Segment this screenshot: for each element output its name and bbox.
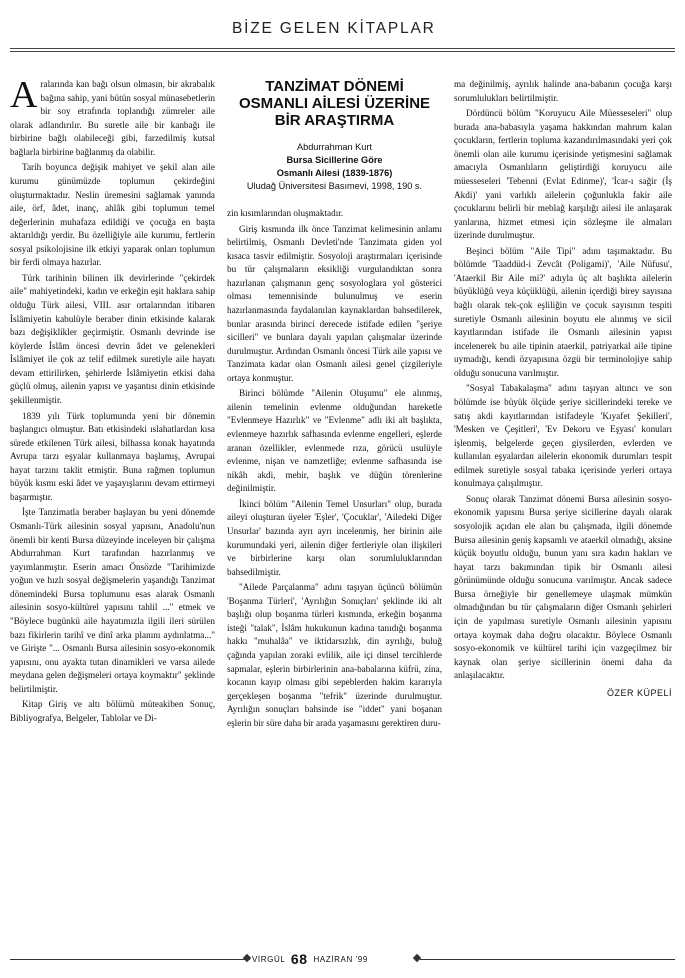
paragraph: Giriş kısmında ilk önce Tanzimat kelimesinin anlamı belirtilmiş, Osmanlı Devleti'nde Tanzimata giden yol kısaca tasvir edilmiştir. Sosyoloji araştırmaları içerisinde bu tür çalışmaların eksikliği vurgulandıktan sonra hazırlanan çalışmanın genç sosyologlara yol gösterici olması temennisinde bulunulmuş ve eserin hazırlanmasında faydalanılan kaynaklardan bahsedilerek, bunlar arasında birinci derecede istifade edilen "şeriye sicilleri" ve bunlara dayalı yapılan çalışmalar üzerinde durulmuştur. Ardından Osmanlı öncesi Türk aile yapısı ve Tanzimata kadar olan Osmanlı ailesi genel çizgileriyle ortaya konmuştur. — [227, 223, 442, 383]
paragraph: zin kısımlarından oluşmaktadır. — [227, 208, 344, 218]
paragraph: "Ailede Parçalanma" adını taşıyan üçüncü bölümün 'Boşanma Türleri', 'Ayrılığın Sonuçları' şeklinde iki alt başlığı olup boşanma türleri kısmında, erkeğin boşanma isteği "talak", İslâm hukukunun kadına tanıdığı boşanma hakkı "muhalâa" ve iktidarsızlık, din ayrılığı, buluğ çağında yapılan zoraki evlilik, aile içi dinsel tercihlerde sapmalar, eşlerin birbirlerinin ana-babalarına küfrü, zina, kocanın kayıp olması gibi sepeblerden hakim kararıyla gerçekleşen boşanma "tefrik" üzerinde durulmuştur. Ayrılığın sonuçları bahsinde ise "iddet" yani boşanan eşlerin bir süre daha bir arada yaşamasını gerektiren duru- — [227, 582, 442, 728]
paragraph: Beşinci bölüm "Aile Tipi" adını taşımaktadır. Bu bölümde 'Taaddüd-i Zevcât (Poligami)', 'Aile Nüfusu', 'Ataerkil Bir Aile mi?' adıyla üç alt başlıkta ailelerin büyüklüğü veya küçüklüğü, ailenin içerdiği birey sayısına bağlı olarak tek-çok eşliliğin ve çocuk sayısının tespiti suretiyle Osmanlı ailesinin boyutu ele alınmış ve sicil kayıtlarından istifade ile Osmanlı ailesinin yapısı incelenerek bu aile tipinin ataerkil, patriyarkal aile tipine uymadığı, kendi özyapısına özgü bir terminolojiye sahip olduğu sonucuna varılmıştır. — [454, 245, 672, 378]
column-left — [10, 74, 215, 727]
paragraph: İşte Tanzimatla beraber başlayan bu yeni dönemde Osmanlı-Türk ailesinin sosyal yapısını, Anadolu'nun önemli bir kenti Bursa düzeyinde inceleyen bir çalışma Abdurrahman Kurt tarafından hazırlanmış ve yayımlanmıştır. Eserin amacı Önsözde "Tarihimizde yoğun ve hızlı sosyal değişmelerin yaşandığı Tanzimat dönemindeki Bursa toplumunu esas alarak Osmanlı ailesinin sosyo-kültürel yapısını tahlil ..." etmek ve "Böylece bugünkü aile hayatımızla ilgili ileri sürülen bazı fikirlerin tarihî ve dinî arka planını aydınlatma..." ve Girişte "... Osmanlı Bursa ailesinin sosyo-ekonomik yapısını, onu ayakta tutan dinamikleri ve varsa ailede meydana gelen değişmeleri ortaya koymaktır" şeklinde belirtilmiştir. — [10, 507, 215, 694]
book-title-line: OSMANLI AİLESİ ÜZERİNE — [238, 95, 431, 112]
page-number: 68 — [290, 951, 308, 967]
book-subtitle: Bursa Sicillerine Göre — [286, 155, 383, 165]
footer-diamond-icon — [413, 954, 421, 962]
footer-rule-left — [10, 959, 250, 960]
magazine-name: VİRGÜL — [252, 955, 286, 964]
column-middle-body — [227, 207, 442, 730]
column-right — [454, 78, 672, 700]
paragraph: Sonuç olarak Tanzimat dönemi Bursa ailesinin sosyo-ekonomik yapısını Bursa şeriye sicillerine dayalı olarak sosyolojik açıdan ele alan bu çalışmada, ilgili dönemde Bursa ailesinin geniş kapsamlı ve ataerkil olmadığı, aksine küçük boyutlu olduğu, bunun yanı sıra kadın hakları ve hayat tarzı bakımından tipik bir Osmanlı ailesi görünümünde olduğu sonucuna varılmıştır. Ancak sadece Bursa örneğiyle bir genellemeye ulaşmak mümkün olmadığından bu tür çalışmaların diğer Osmanlı şehirleri için de yapılması suretiyle Osmanlı ailesinin yapısını ortaya koymak daha doğru olacaktır. Böylece Osmanlı sosyo-ekonomik ve kültürel tarihi için vazgeçilmez bir kaynak olan şeriye sicillerinin önemi daha da anlaşılacaktır. — [454, 493, 672, 681]
paragraph: Türk tarihinin bilinen ilk devirlerinde "çekirdek aile" mahiyetindeki, kadın ve erkeğin eşit haklara sahip olduğu Türk ailesi, VIII. asır ortalarından itibaren İslâmiyetin kabulüyle beraber dinin etkisinde kalarak bazı değişiklikler geçirmiştir. Osmanlı devrinde ise köylerde İslâm öncesi devrin âdet ve gelenekleri İslâmiyet ile çok az telif edilmek suretiyle aile hayatı devam ettirilirken, şehirlerde İslâmiyetin etkisi daha güçlü olmuş, ailenin yapısı ve yaşantısı dinin etkisinde şekillenmiştir. — [10, 272, 215, 405]
paragraph — [10, 74, 215, 159]
column-middle — [227, 78, 442, 732]
drop-cap: A — [10, 74, 38, 116]
paragraph: 1839 yılı Türk toplumunda yeni bir dönemin başlangıcı olmuştur. Batı etkisindeki ıslahatlardan kısa sürede etkilenen Türk ailesi, bilhassa konak hayatında Avrupa tarzı eşyalar kullanmaya başlamış, Avrupai hayat tarzını taklit etmiştir. Buna rağmen toplumun büyük kısmı eski âdet ve yaşayışlarını devam ettirmeyi başarmıştır. — [10, 410, 215, 502]
footer-diamond-icon — [243, 954, 251, 962]
paragraph: Kitap Giriş ve altı bölümü müteakiben Sonuç, Bibliyografya, Belgeler, Tablolar ve Di- — [10, 699, 215, 723]
paragraph: "Sosyal Tabakalaşma" adını taşıyan altıncı ve son bölümde ise büyük ölçüde şeriye sicillerindeki tereke ve satış akdi kayıtlarından istifadeyle 'Kıyafet Şekilleri', 'Mesken ve Çeşitleri', 'Ev Dekoru ve Eşyası' konuları işlenmiş, belgelerde geçen giysilerden, evlerden ve kullanılan eşyalardan ailelerin ekonomik durumları tespit edilmek suretiyle sosyal tabaka içerisinde yerleri ortaya konulmaya çalışılmıştır. — [454, 383, 672, 489]
paragraph: Tarih boyunca değişik mahiyet ve şekil alan aile kurumu günümüzde toplumun çekirdeğini oluşturmaktadır. Neslin üremesini sağlamak yanında aile, örf, âdet, inanç, ahlâk gibi toplumun temel değerlerinin muhafaza edildiği ve çocuğa en başta aktarıldığı yerdir. Bu özelliğiyle aile kurumu, fertlerin sosyal psikolojisine ilk etkiyi yaparak onları toplumun bir ferdi olmaya hazırlar. — [10, 162, 215, 268]
book-metadata — [227, 141, 442, 193]
paragraph-text: ralarında kan bağı olsun olmasın, bir akrabalık bağına sahip, yani bütün sosyal münasebetlerin bir soy etrafında toplandığı zümreler aile olarak adlandırılır. Bu suretle aile bir kanbağı ile birbirine bağlı olabileceği gibi, farzedilmiş kutsal bağlarla birbirine bağlanmış da olabilir. — [10, 79, 215, 157]
page-header — [0, 0, 685, 60]
footer-rule-right — [420, 959, 675, 960]
header-rule-secondary — [10, 51, 675, 52]
book-publisher: Uludağ Üniversitesi Basımevi, 1998, 190 s. — [246, 181, 423, 191]
section-title: BİZE GELEN KİTAPLAR — [232, 20, 436, 37]
paragraph: Dördüncü bölüm "Koruyucu Aile Müesseseleri" olup burada ana-babasıyla yaşama hakkından mahrum kalan çocukların, fertlerin topluma kazandırılmasındaki yeri çok önemli olan aile kurumu içerisinde yetişmesini sağlamak amacıyla Osmanlıların geliştirdiği koruyucu aile müesseseleri 'Tebenni (Evlat Edinme)', 'İcar-ı sağir (İş Akdi)' yani varlıklı ailelerin çoğunlukla fakir aile çocuklarını belirli bir meblağ karşılığı ailesi ile anlaşarak yanlarına, hizmet etmesi için sözleşme ile almaları üzerinde durulmuştur. — [454, 108, 672, 241]
paragraph: ma değinilmiş, ayrılık halinde ana-babanın çocuğa karşı sorumlulukları belirtilmiştir. — [454, 79, 672, 103]
header-rule — [10, 48, 675, 49]
book-title-line: BİR ARAŞTIRMA — [274, 112, 395, 129]
book-title-line: TANZİMAT DÖNEMİ — [265, 78, 404, 95]
paragraph: İkinci bölüm "Ailenin Temel Unsurları" olup, burada aileyi oluşturan üyeler 'Eşler', 'Çocuklar', 'Ailedeki Diğer Unsurlar' bazında ayrı ayrı incelenmiş, her birinin aile kurumundaki yeri, ailenin diğer fertleriyle olan ilişkileri ve birbirlerine karşı olan sorumluluklarından bahsedilmiştir. — [227, 498, 442, 577]
book-subtitle: Osmanlı Ailesi (1839-1876) — [276, 168, 393, 178]
book-author: Abdurrahman Kurt — [296, 142, 373, 152]
reviewer-signature: ÖZER KÜPELİ — [606, 687, 672, 698]
paragraph: Birinci bölümde "Ailenin Oluşumu" ele alınmış, ailenin temelinin evlenme olduğundan hareketle "Evlenmeye Hazırlık" ve "Evlenme" adlı iki alt başlıkta, evlenmeye hazırlık safhasında evlenme engelleri, eşlerde aranan özellikler, evlenmede rıza, görücü usulüyle evlenme, nişan ve namzetliğe; evlenme safhasında ise nikâh akdi, mehir, başlık ve düğün törenlerine değinilmiştir. — [227, 388, 442, 494]
footer-text — [252, 951, 368, 967]
issue-date: HAZİRAN '99 — [313, 955, 368, 964]
book-title — [227, 78, 442, 129]
page-footer — [0, 948, 685, 968]
